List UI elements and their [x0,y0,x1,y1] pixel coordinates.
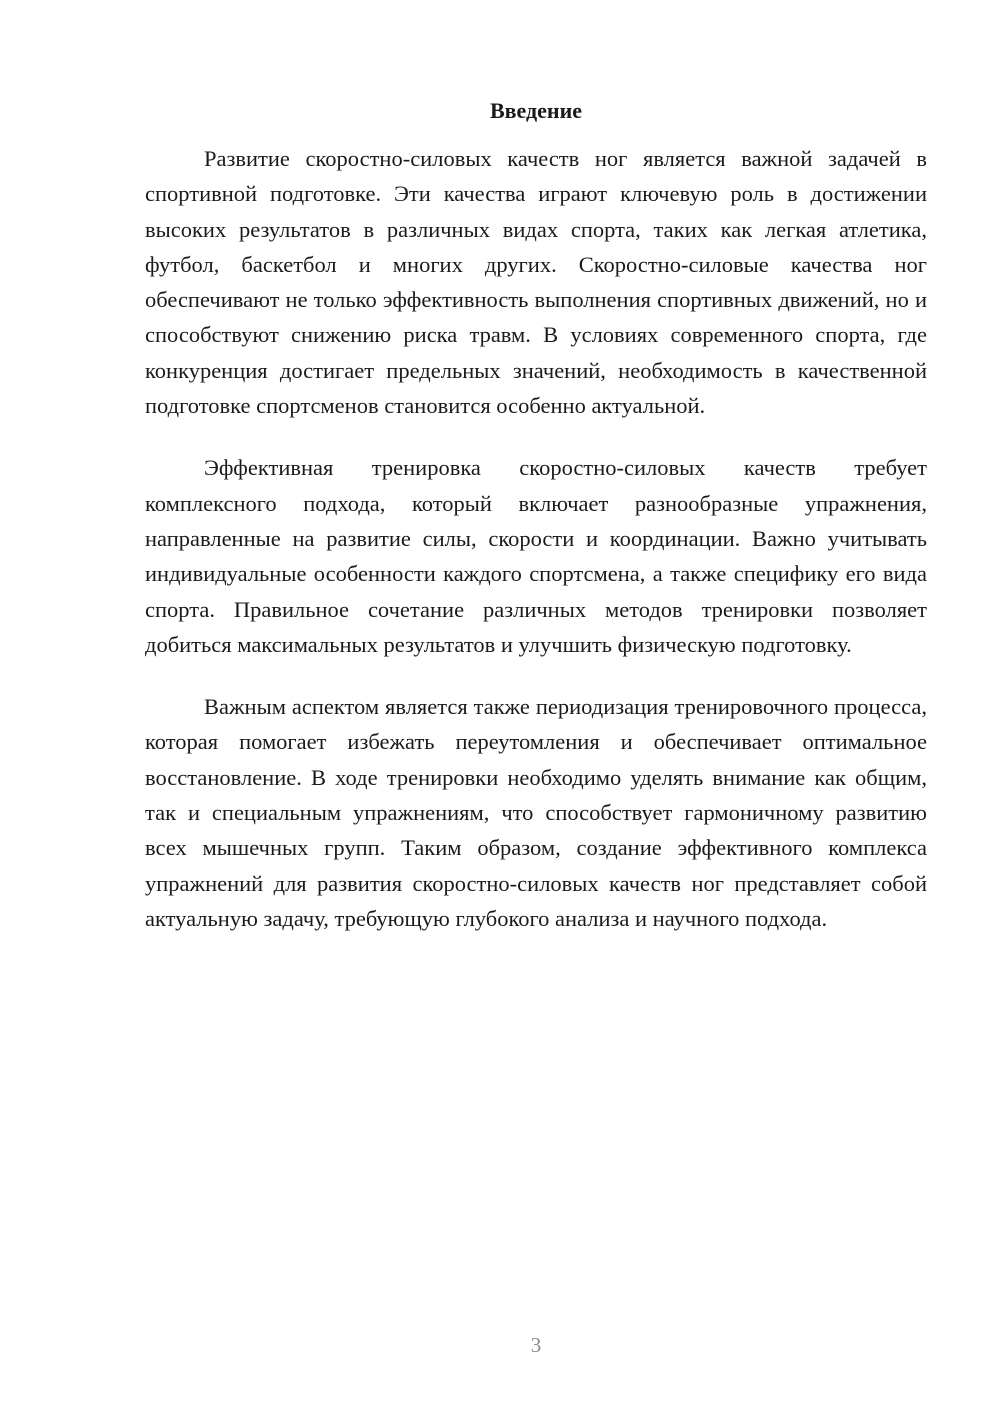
paragraph: Эффективная тренировка скоростно-силовых качеств требует комплексного подхода, который включает разнообразные упражнения, направленные на развитие силы, скорости и координации. Важно учитывать индивидуальные особенности каждого спортсмена, а также специфику его вида спорта. Правильное сочетание различных методов тренировки позволяет добиться максимальных результатов и улучшить физическую подготовку. [145,455,927,657]
paragraph: Развитие скоростно-силовых качеств ног является важной задачей в спортивной подготовке. Эти качества играют ключевую роль в достижении высоких результатов в различных видах спорта, таких как легкая атлетика, футбол, баскетбол и многих других. Скоростно-силовые качества ног обеспечивают не только эффективность выполнения спортивных движений, но и способствуют снижению риска травм. В условиях современного спорта, где конкуренция достигает предельных значений, необходимость в качественной подготовке спортсменов становится особенно актуальной. [145,146,927,419]
section-title: Введение [489,98,583,123]
body-text [145,141,927,963]
paragraph: Важным аспектом является также периодизация тренировочного процесса, которая помогает избежать переутомления и обеспечивает оптимальное восстановление. В ходе тренировки необходимо уделять внимание как общим, так и специальным упражнениям, что способствует гармоничному развитию всех мышечных групп. Таким образом, создание эффективного комплекса упражнений для развития скоростно-силовых качеств ног представляет собой актуальную задачу, требующую глубокого анализа и научного подхода. [145,694,927,931]
page-number: 3 [530,1333,542,1357]
